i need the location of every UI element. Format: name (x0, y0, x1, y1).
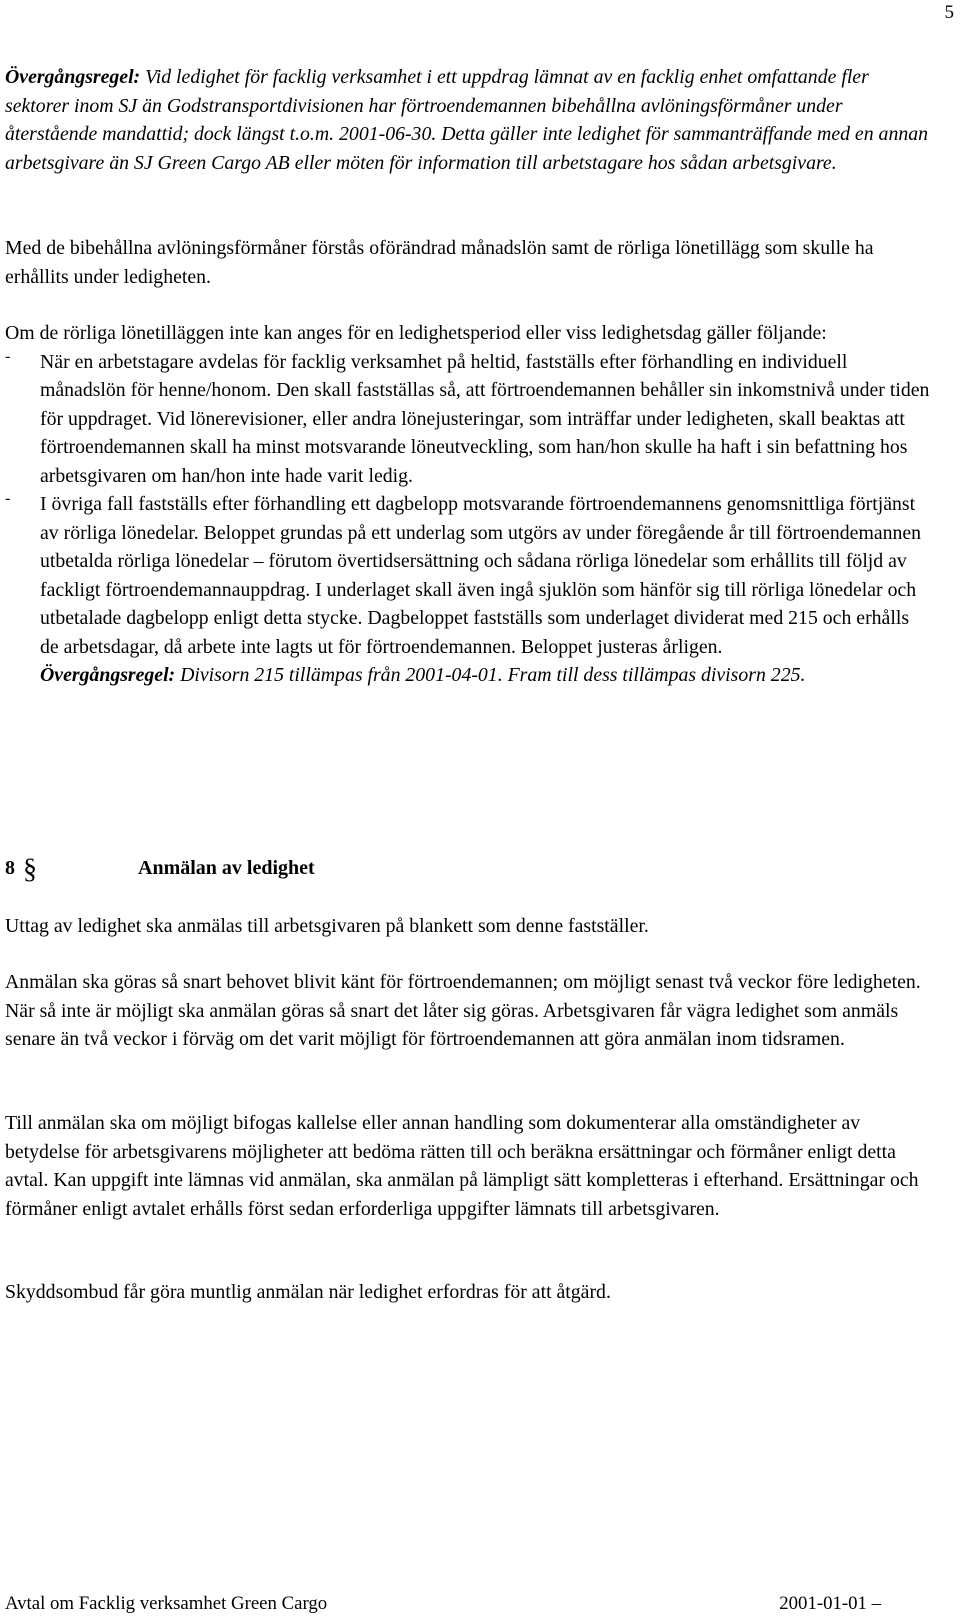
section-paragraph-text: Anmälan ska göras så snart behovet blivit känt för förtroendemannen; om möjligt senast två veckor före ledigheten. När så inte är möjligt ska anmälan göras så snart det låter sig göras. Arbetsgivaren får vägra ledighet som anmäls senare än två veckor i förväg om det varit möjligt för förtroendemannen att göra anmälan inom tidsramen. (5, 971, 921, 1050)
list-item (5, 348, 930, 491)
section-paragraph (5, 912, 930, 941)
footer-title: Avtal om Facklig verksamhet Green Cargo (5, 1593, 328, 1614)
section-paragraph-text: Till anmälan ska om möjligt bifogas kallelse eller annan handling som dokumenterar alla omständigheter av betydelse för arbetsgivarens möjligheter att bedöma rätten till och beräkna ersättningar och förmåner enligt detta avtal. Kan uppgift inte lämnas vid anmälan, ska anmälan på lämpligt sätt kompletteras i efterhand. Ersättningar och förmåner enligt avtalet erhålls först sedan erforderliga uppgifter lämnats till arbetsgivaren. (5, 1112, 919, 1220)
list-item-text: När en arbetstagare avdelas för facklig verksamhet på heltid, fastställs efter förhandling en individuell månadslön för henne/honom. Den skall fastställas så, att förtroendemannen behåller sin inkomstnivå under tiden för uppdraget. Vid lönerevisioner, eller andra lönejusteringar, som inträffar under ledigheten, skall beaktas att förtroendemannen skall ha minst motsvarande löneutveckling, som han/hon skulle ha haft i sin befattning hos arbetsgivaren om han/hon inte hade varit ledig. (40, 350, 930, 487)
section-paragraph-text: Skyddsombud får göra muntlig anmälan när ledighet erfordras för att åtgärd. (5, 1281, 611, 1303)
list-dash: - (5, 347, 11, 365)
transition-rule-paragraph (5, 63, 930, 177)
page-number: 5 (944, 2, 954, 23)
section-paragraph (5, 1109, 930, 1223)
section-symbol: § (23, 854, 37, 885)
list-item-text: I övriga fall fastställs efter förhandling ett dagbelopp motsvarande förtroendemannens genomsnittliga förtjänst av rörliga lönedelar. Beloppet grundas på ett underlag som utgörs av under föregående år till förtroendemannen utbetalda rörliga lönedelar – förutom övertidsersättning och sådana rörliga lönedelar som erhållits till följd av fackligt förtroendemannauppdrag. I underlaget skall även ingå sjuklön som hänför sig till rörliga lönedelar och utbetalade dagbelopp enligt detta stycke. Dagbeloppet fastställs som underlaget dividerat med 215 och erhålls de arbetsdagar, då arbete inte lagts ut för förtroendemannen. Beloppet justeras årligen. (40, 493, 922, 658)
paragraph-bibehallna-text: Med de bibehållna avlöningsförmåner förstås oförändrad månadslön samt de rörliga lönetillägg som skulle ha erhållits under ledigheten. (5, 237, 874, 288)
list-dash: - (5, 490, 11, 507)
section-paragraph (5, 968, 930, 1054)
section-title: Anmälan av ledighet (138, 857, 315, 879)
paragraph-rorliga-intro: Om de rörliga lönetilläggen inte kan anges för en ledighetsperiod eller viss ledighetsdag gäller följande: (5, 322, 827, 344)
transition-rule-block (5, 63, 930, 177)
list-transition-text: Divisorn 215 tillämpas från 2001-04-01. Fram till dess tillämpas divisorn 225. (175, 664, 806, 686)
transition-rule-label: Övergångsregel: (5, 66, 141, 88)
list-item (5, 490, 930, 690)
transition-rule-text: Vid ledighet för facklig verksamhet i ett uppdrag lämnat av en facklig enhet omfattande fler sektorer inom SJ än Godstransportdivisionen har förtroendemannen bibehållna avlöningsförmåner under återstående mandattid; dock längst t.o.m. 2001-06-30. Detta gäller inte ledighet för sammanträffande med en annan arbetsgivare än SJ Green Cargo AB eller möten för information till arbetstagare hos sådan arbetsgivare. (5, 66, 929, 174)
list-transition-rule (40, 661, 930, 690)
section-paragraph (5, 1278, 930, 1307)
paragraph-bibehallna (5, 234, 930, 291)
section-number: 8 (5, 857, 15, 879)
footer-date: 2001-01-01 – (779, 1593, 881, 1614)
section-paragraph-text: Uttag av ledighet ska anmälas till arbetsgivaren på blankett som denne fastställer. (5, 915, 649, 937)
paragraph-rorliga (5, 319, 930, 690)
list-transition-label: Övergångsregel: (40, 664, 176, 686)
